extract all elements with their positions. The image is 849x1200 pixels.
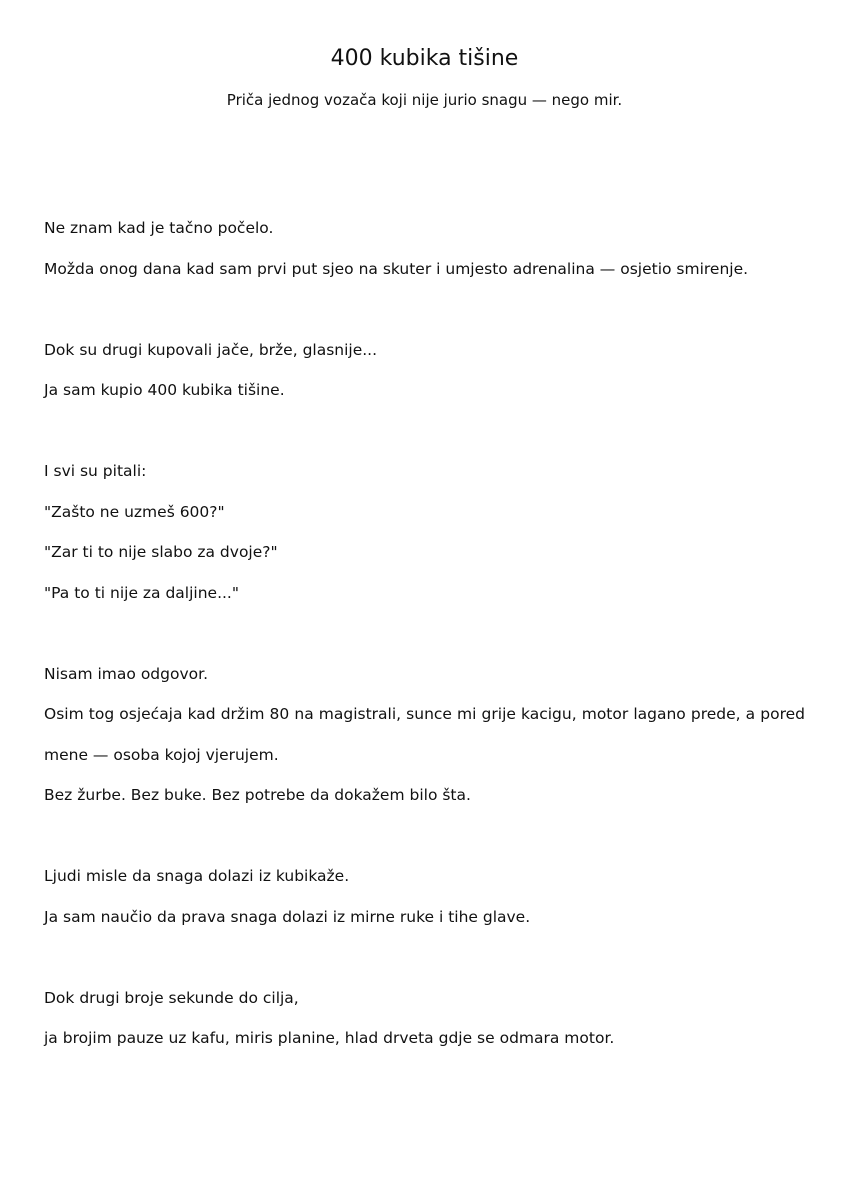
paragraph-line: ja brojim pauze uz kafu, miris planine, hlad drveta gdje se odmara motor.	[44, 1029, 615, 1047]
paragraph-2	[44, 330, 805, 411]
paragraph-line: I svi su pitali:	[44, 462, 147, 480]
paragraph-line: "Zar ti to nije slabo za dvoje?"	[44, 543, 278, 561]
document-title: 400 kubika tišine	[330, 46, 519, 71]
paragraph-3	[44, 451, 805, 613]
paragraph-line: "Pa to ti nije za daljine..."	[44, 583, 239, 602]
document-body	[44, 208, 805, 1099]
paragraph-6	[44, 978, 805, 1059]
paragraph-line: Možda onog dana kad sam prvi put sjeo na skuter i umjesto adrenalina — osjetio smirenje.	[44, 259, 749, 278]
paragraph-line: Bez žurbe. Bez buke. Bez potrebe da dokažem bilo šta.	[44, 786, 471, 804]
document-subtitle: Priča jednog vozača koji nije jurio snagu — nego mir.	[226, 91, 623, 109]
paragraph-line: Ja sam kupio 400 kubika tišine.	[44, 381, 285, 399]
paragraph-line: Dok su drugi kupovali jače, brže, glasnije...	[44, 340, 378, 359]
paragraph-1	[44, 208, 805, 289]
paragraph-line: Ljudi misle da snaga dolazi iz kubikaže.	[44, 867, 350, 885]
paragraph-line: Dok drugi broje sekunde do cilja,	[44, 988, 299, 1007]
paragraph-line: Osim tog osjećaja kad držim 80 na magistrali, sunce mi grije kacigu, motor lagano prede, a pored mene — osoba kojoj vjerujem.	[44, 705, 805, 764]
paragraph-line: "Zašto ne uzmeš 600?"	[44, 502, 225, 521]
paragraph-line: Nisam imao odgovor.	[44, 664, 208, 683]
paragraph-4	[44, 654, 805, 816]
paragraph-5	[44, 856, 805, 937]
paragraph-line: Ja sam naučio da prava snaga dolazi iz mirne ruke i tihe glave.	[44, 907, 531, 926]
paragraph-line: Ne znam kad je tačno počelo.	[44, 219, 274, 237]
